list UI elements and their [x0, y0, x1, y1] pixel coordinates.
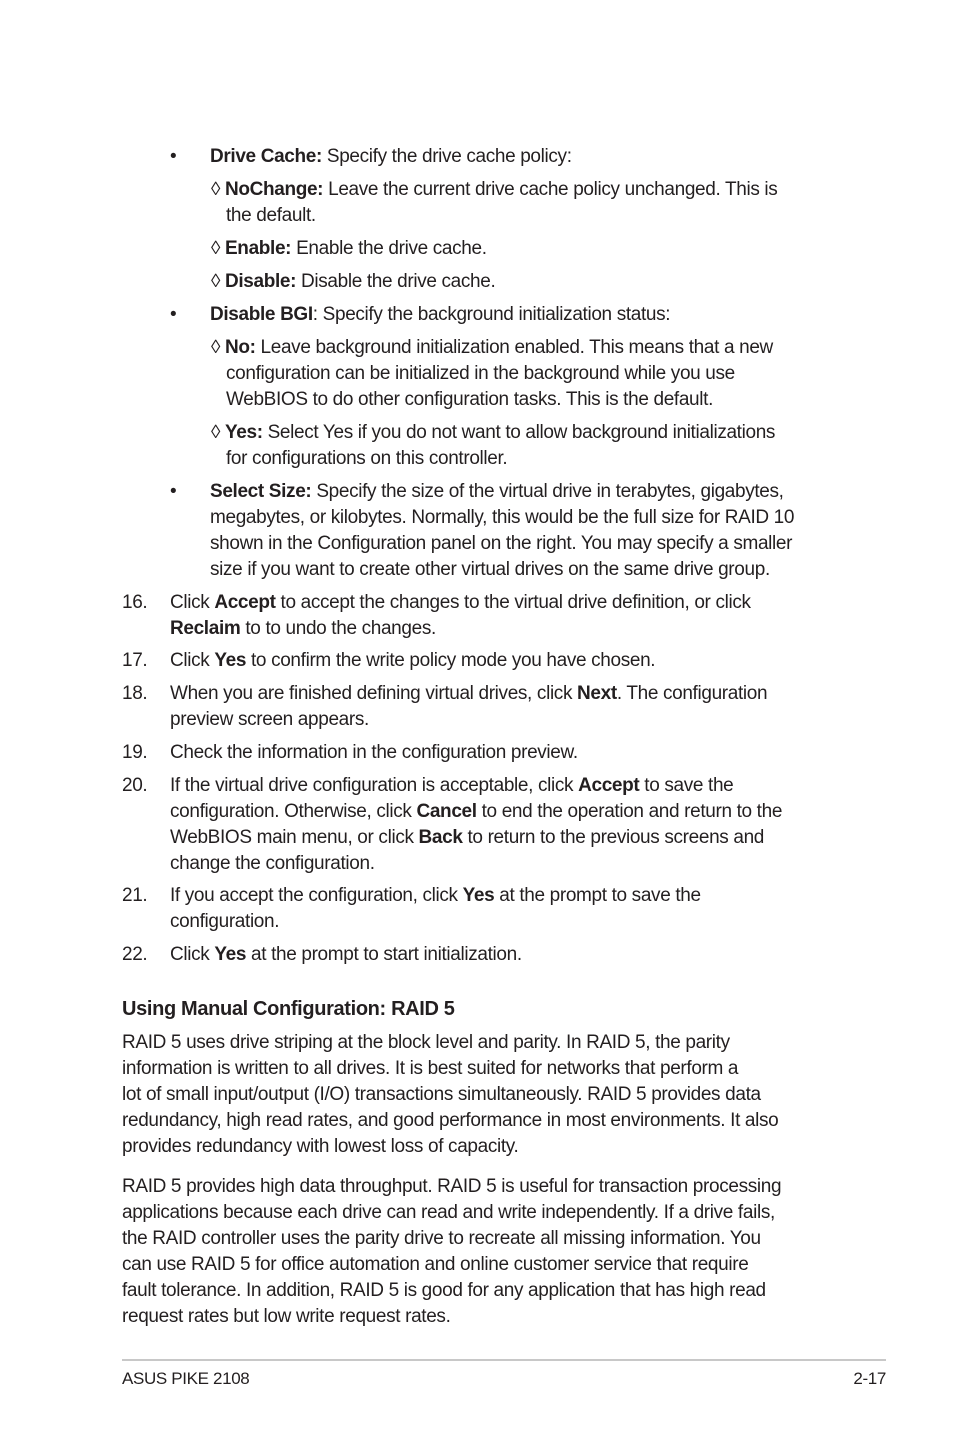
paragraph-line: provides redundancy with lowest loss of capacity. — [122, 1136, 519, 1157]
paragraph-line: redundancy, high read rates, and good performance in most environments. It also — [122, 1110, 779, 1131]
diamond-icon: ◊ — [211, 179, 221, 200]
option-no-cont: WebBIOS to do other configuration tasks. This is the default. — [226, 389, 714, 410]
paragraph-line: RAID 5 uses drive striping at the block level and parity. In RAID 5, the parity — [122, 1032, 730, 1053]
paragraph-line: request rates but low write request rates. — [122, 1306, 451, 1327]
footer-product-name: ASUS PIKE 2108 — [122, 1369, 250, 1388]
paragraph-line: fault tolerance. In addition, RAID 5 is good for any application that has high read — [122, 1280, 766, 1301]
step-22: Click Yes at the prompt to start initialization. — [170, 944, 522, 965]
step-16-cont: Reclaim to to undo the changes. — [170, 618, 436, 639]
option-nochange: ◊ NoChange: Leave the current drive cache policy unchanged. This is — [211, 179, 778, 200]
step-number: 17. — [122, 650, 148, 671]
bullet-marker: • — [170, 146, 177, 167]
step-21-cont: configuration. — [170, 911, 280, 932]
bullet-marker: • — [170, 304, 177, 325]
bullet-marker: • — [170, 481, 177, 502]
option-disable: ◊ Disable: Disable the drive cache. — [211, 271, 496, 292]
step-20-cont: WebBIOS main menu, or click Back to return to the previous screens and — [170, 827, 765, 848]
bullet-select-size-cont: size if you want to create other virtual drives on the same drive group. — [210, 559, 770, 580]
step-18-cont: preview screen appears. — [170, 709, 369, 730]
step-16: Click Accept to accept the changes to the virtual drive definition, or click — [170, 592, 751, 613]
bullet-drive-cache: Drive Cache: Specify the drive cache policy: — [210, 146, 572, 167]
bullet-select-size-cont: megabytes, or kilobytes. Normally, this would be the full size for RAID 10 — [210, 507, 795, 528]
diamond-icon: ◊ — [211, 422, 221, 443]
paragraph-line: information is written to all drives. It is best suited for networks that perform a — [122, 1058, 739, 1079]
step-18: When you are finished defining virtual drives, click Next. The configuration — [170, 683, 768, 704]
option-enable: ◊ Enable: Enable the drive cache. — [211, 238, 487, 259]
step-number: 22. — [122, 944, 148, 965]
step-20-cont: configuration. Otherwise, click Cancel to end the operation and return to the — [170, 801, 783, 822]
option-no-cont: configuration can be initialized in the background while you use — [226, 363, 735, 384]
paragraph-line: the RAID controller uses the parity drive to recreate all missing information. You — [122, 1228, 761, 1249]
bullet-disable-bgi: Disable BGI: Specify the background initialization status: — [210, 304, 671, 325]
step-20: If the virtual drive configuration is acceptable, click Accept to save the — [170, 775, 734, 796]
step-number: 16. — [122, 592, 148, 613]
diamond-icon: ◊ — [211, 271, 221, 292]
option-yes-cont: for configurations on this controller. — [226, 448, 508, 469]
paragraph-line: lot of small input/output (I/O) transactions simultaneously. RAID 5 provides data — [122, 1084, 761, 1105]
step-number: 21. — [122, 885, 148, 906]
paragraph-line: can use RAID 5 for office automation and online customer service that require — [122, 1254, 749, 1275]
step-19: Check the information in the configuration preview. — [170, 742, 578, 763]
option-no: ◊ No: Leave background initialization enabled. This means that a new — [211, 337, 773, 358]
paragraph-line: RAID 5 provides high data throughput. RAID 5 is useful for transaction processing — [122, 1176, 782, 1197]
bullet-select-size-cont: shown in the Configuration panel on the right. You may specify a smaller — [210, 533, 793, 554]
diamond-icon: ◊ — [211, 238, 221, 259]
footer-page-number: 2-17 — [853, 1369, 886, 1388]
section-heading: Using Manual Configuration: RAID 5 — [122, 998, 455, 1020]
step-number: 20. — [122, 775, 148, 796]
diamond-icon: ◊ — [211, 337, 221, 358]
footer-divider — [122, 1359, 886, 1361]
step-number: 18. — [122, 683, 148, 704]
bullet-select-size: Select Size: Specify the size of the virtual drive in terabytes, gigabytes, — [210, 481, 784, 502]
option-nochange-cont: the default. — [226, 205, 316, 226]
step-21: If you accept the configuration, click Yes at the prompt to save the — [170, 885, 701, 906]
step-17: Click Yes to confirm the write policy mode you have chosen. — [170, 650, 656, 671]
option-yes: ◊ Yes: Select Yes if you do not want to allow background initializations — [211, 422, 776, 443]
step-20-cont: change the configuration. — [170, 853, 375, 874]
paragraph-line: applications because each drive can read and write independently. If a drive fails, — [122, 1202, 775, 1223]
step-number: 19. — [122, 742, 148, 763]
